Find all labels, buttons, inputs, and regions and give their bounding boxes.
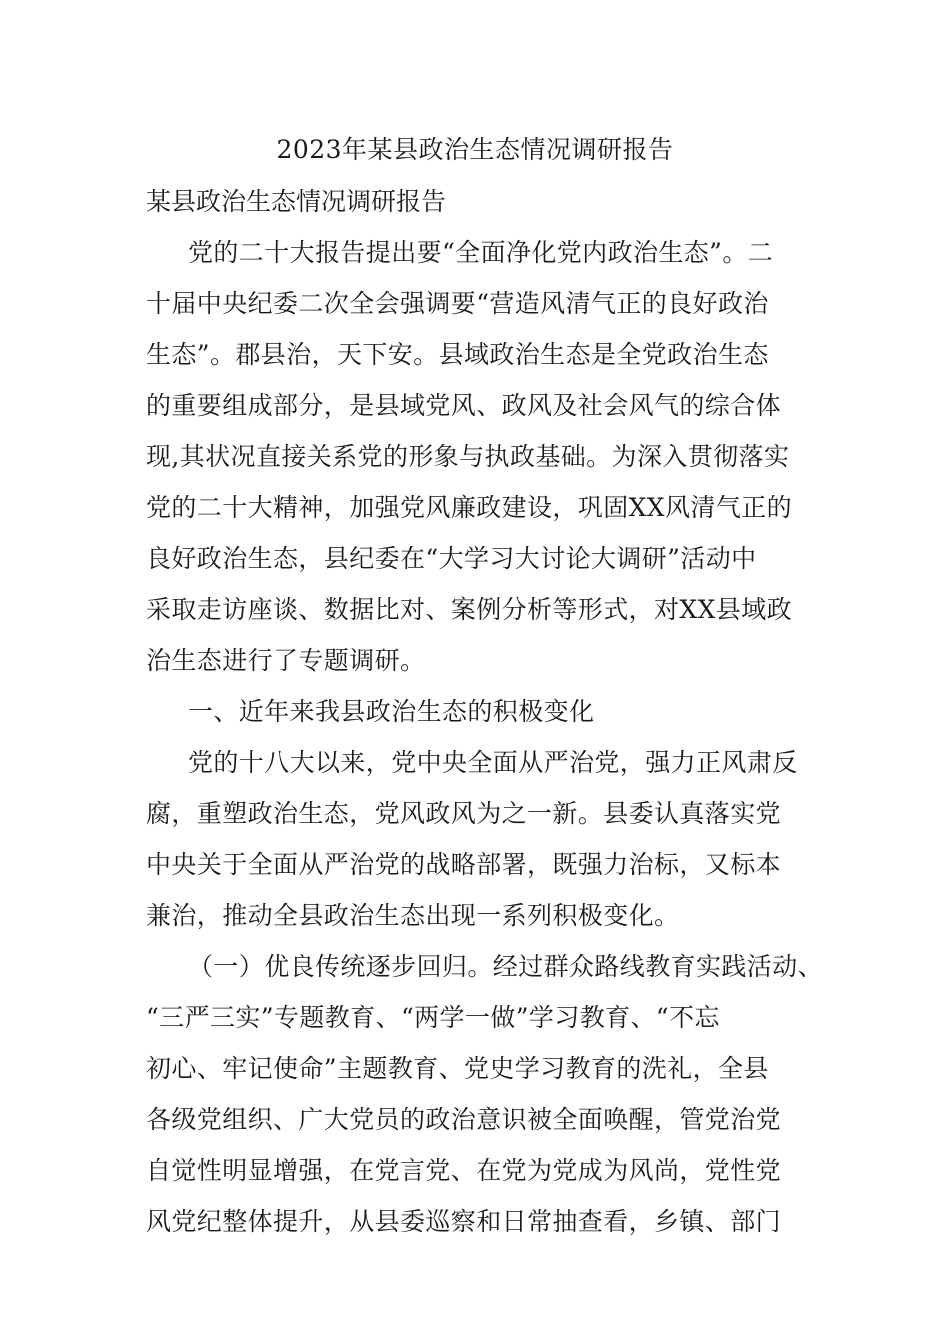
document-body bbox=[146, 233, 826, 1253]
body-line: 初心、牢记使命”主题教育、党史学习教育的洗礼，全县 bbox=[146, 1054, 769, 1083]
document-title: 2023年某县政治生态情况调研报告 bbox=[276, 135, 674, 164]
body-line: 各级党组织、广大党员的政治意识被全面唤醒，管党治党 bbox=[146, 1105, 782, 1134]
body-line: 风党纪整体提升，从县委巡察和日常抽查看，乡镇、部门 bbox=[146, 1207, 782, 1236]
body-line: 中央关于全面从严治党的战略部署，既强力治标，又标本 bbox=[146, 850, 782, 879]
body-line: 兼治，推动全县政治生态出现一系列积极变化。 bbox=[146, 901, 680, 930]
body-line: 党的二十大精神，加强党风廉政建设，巩固XX风清气正的 bbox=[146, 493, 792, 522]
body-line: 良好政治生态，县纪委在“大学习大讨论大调研”活动中 bbox=[146, 544, 757, 573]
body-line: 十届中央纪委二次全会强调要“营造风清气正的良好政治 bbox=[146, 289, 769, 318]
section-heading: 一、近年来我县政治生态的积极变化 bbox=[188, 697, 595, 726]
body-line: “三严三实”专题教育、“两学一做”学习教育、“不忘 bbox=[146, 1003, 720, 1032]
body-line: 党的十八大以来，党中央全面从严治党，强力正风肃反 bbox=[188, 748, 798, 777]
body-line: 治生态进行了专题调研。 bbox=[146, 646, 426, 675]
body-line: 党的二十大报告提出要“全面净化党内政治生态”。二 bbox=[188, 238, 774, 267]
document-subtitle: 某县政治生态情况调研报告 bbox=[146, 187, 447, 216]
body-line: 自觉性明显增强，在党言党、在党为党成为风尚，党性党 bbox=[146, 1156, 782, 1185]
body-line: 采取走访座谈、数据比对、案例分析等形式，对XX县域政 bbox=[146, 595, 792, 624]
body-line: 现,其状况直接关系党的形象与执政基础。为深入贯彻落实 bbox=[146, 442, 790, 471]
body-line: 的重要组成部分，是县域党风、政风及社会风气的综合体 bbox=[146, 391, 782, 420]
body-line: 腐，重塑政治生态，党风政风为之一新。县委认真落实党 bbox=[146, 799, 782, 828]
body-line: 生态”。郡县治，天下安。县域政治生态是全党政治生态 bbox=[146, 340, 769, 369]
subsection-line: （一）优良传统逐步回归。经过群众路线教育实践活动、 bbox=[188, 952, 824, 981]
